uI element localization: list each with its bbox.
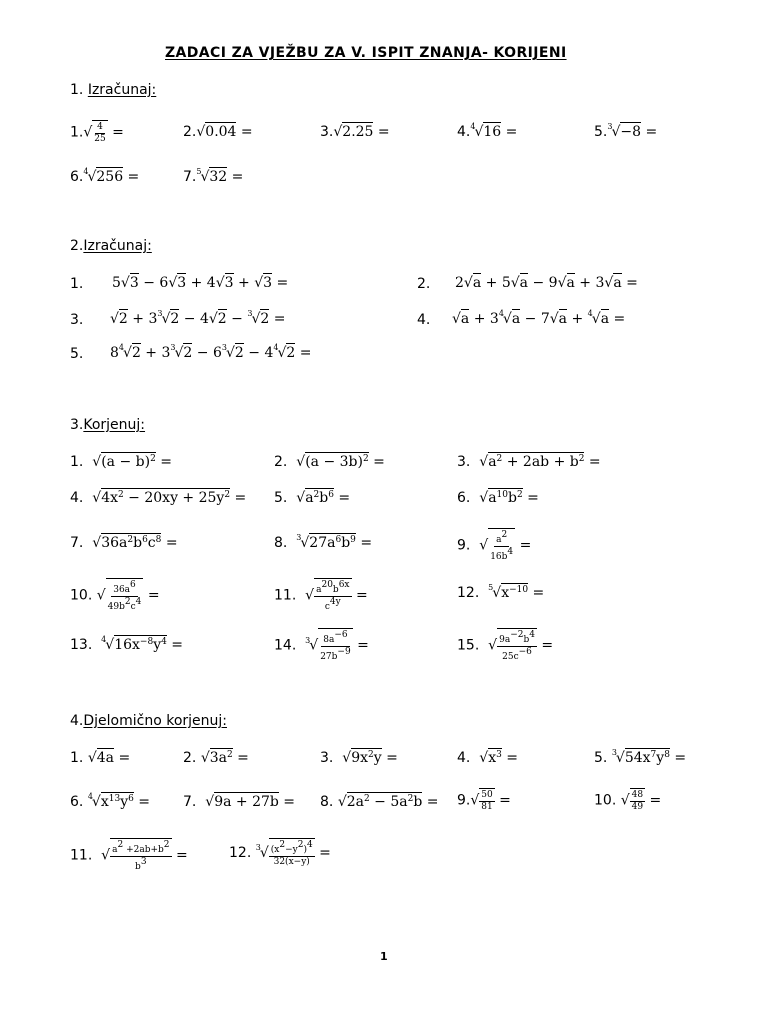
s3-item-1: 1. $√(a - b)^2$ = bbox=[70, 454, 172, 470]
s4-item-8: 8. $√2a^2 - 5a^2b$ = bbox=[320, 794, 439, 810]
section-2-heading bbox=[70, 238, 152, 254]
s1-item-2: 2.√0.04 = bbox=[183, 124, 253, 140]
s1-item-3: 3.√2.25 = bbox=[320, 124, 390, 140]
s2-item-2-label: 2. bbox=[417, 276, 431, 292]
s2-item-2: 2√a + 5√a − 9√a + 3√a = bbox=[455, 275, 638, 291]
s2-item-3-label: 3. bbox=[70, 312, 84, 328]
s3-item-7: 7. $√36a^2b^6c^8$ = bbox=[70, 535, 178, 551]
section-4-number: 4. bbox=[70, 713, 84, 729]
s4-item-7: 7. √9a + 27b = bbox=[183, 794, 296, 810]
s3-item-3: 3. $√a^2 + 2ab + b^2$ = bbox=[457, 454, 601, 470]
section-1-heading bbox=[70, 82, 156, 98]
s2-item-3: $√2 + 3^3√2 - 4√2 - ^3√2$ = bbox=[110, 309, 286, 327]
s4-item-9: 9.√ $\frac{50}{81}$ = bbox=[457, 790, 511, 812]
s2-item-5: $8^4√2 + 3^3√2 - 6^3√2 - 4^4√2$ = bbox=[110, 343, 312, 361]
s3-item-2: 2. $√(a - 3b)^2$ = bbox=[274, 454, 385, 470]
s4-item-4: 4. $√x^3$ = bbox=[457, 750, 519, 766]
s1-item-6: 6.$^4$√256 = bbox=[70, 167, 140, 185]
s4-item-12: 12. $^3$√ $\frac{(x^2-y^2)^4}{32(x-y)}$ = bbox=[229, 840, 331, 867]
s3-item-13: 13. $^4√16x^{-8}y^4$ = bbox=[70, 635, 184, 653]
s3-item-10: 10. √ $\frac{36a^6}{49b^2c^4}$ = bbox=[70, 580, 160, 612]
s4-item-11: 11. √ $\frac{a^2 +2ab+b^2}{b^3}$ = bbox=[70, 840, 188, 872]
s1-item-5: 5.$^3$√−8 = bbox=[594, 122, 658, 140]
s2-item-1: 5√3 − 6√3 + 4√3 + √3 = bbox=[112, 275, 289, 291]
s3-item-8: 8. $^3√27a^6b^9$ = bbox=[274, 533, 373, 551]
s4-item-3: 3. $√9x^2y$ = bbox=[320, 750, 398, 766]
s4-item-6: 6. $^4√x^{13}y^6$ = bbox=[70, 792, 151, 810]
s2-item-4-label: 4. bbox=[417, 312, 431, 328]
s4-item-2: 2. $√3a^2$ = bbox=[183, 750, 249, 766]
s1-item-1: 1.√ $\frac{4}{25}$ = bbox=[70, 122, 124, 144]
s3-item-11: 11. √ $\frac{a^{20}b^{6x}}{c^{4y}}$ = bbox=[274, 580, 368, 612]
section-1-number: 1. bbox=[70, 82, 84, 98]
page-number: 1 bbox=[380, 950, 388, 963]
s3-item-6: 6. $√a^{10}b^2$ = bbox=[457, 490, 539, 506]
s3-item-14: 14. $^3$√ $\frac{8a^{-6}}{27b^{-9}}$ = bbox=[274, 630, 369, 662]
section-3-number: 3. bbox=[70, 417, 84, 433]
document-title: ZADACI ZA VJEŽBU ZA V. ISPIT ZNANJA- KORIJENI bbox=[165, 45, 567, 61]
section-4-heading bbox=[70, 713, 227, 729]
s1-item-4: 4.$^4$√16 = bbox=[457, 122, 518, 140]
s2-item-1-label: 1. bbox=[70, 276, 84, 292]
s3-item-15: 15. √ $\frac{9a^{-2}b^4}{25c^{-6}}$ = bbox=[457, 630, 554, 662]
section-1-title: Izračunaj: bbox=[87, 82, 157, 98]
s3-item-5: 5. $√a^2b^6$ = bbox=[274, 490, 351, 506]
s4-item-1: 1. √4a = bbox=[70, 750, 131, 766]
s2-item-4: $√a + 3^4√a - 7√a + ^4√a$ = bbox=[452, 309, 626, 327]
s4-item-5: 5. $^3√54x^7y^8$ = bbox=[594, 748, 687, 766]
section-2-title: Izračunaj: bbox=[83, 238, 152, 254]
section-4-title: Djelomično korjenuj: bbox=[83, 713, 227, 729]
section-3-title: Korjenuj: bbox=[83, 417, 146, 433]
s4-item-10: 10. √ $\frac{48}{49}$ = bbox=[594, 790, 662, 812]
section-2-number: 2. bbox=[70, 238, 84, 254]
section-3-heading bbox=[70, 417, 145, 433]
s1-item-7: 7.$^5$√32 = bbox=[183, 167, 244, 185]
s2-item-5-label: 5. bbox=[70, 346, 84, 362]
s3-item-4: 4. $√4x^2 - 20xy + 25y^2$ = bbox=[70, 490, 247, 506]
s3-item-9: 9. √ $\frac{a^2}{16b^4}$ = bbox=[457, 530, 532, 562]
s3-item-12: 12. $^5√x^{-10}$ = bbox=[457, 583, 545, 601]
